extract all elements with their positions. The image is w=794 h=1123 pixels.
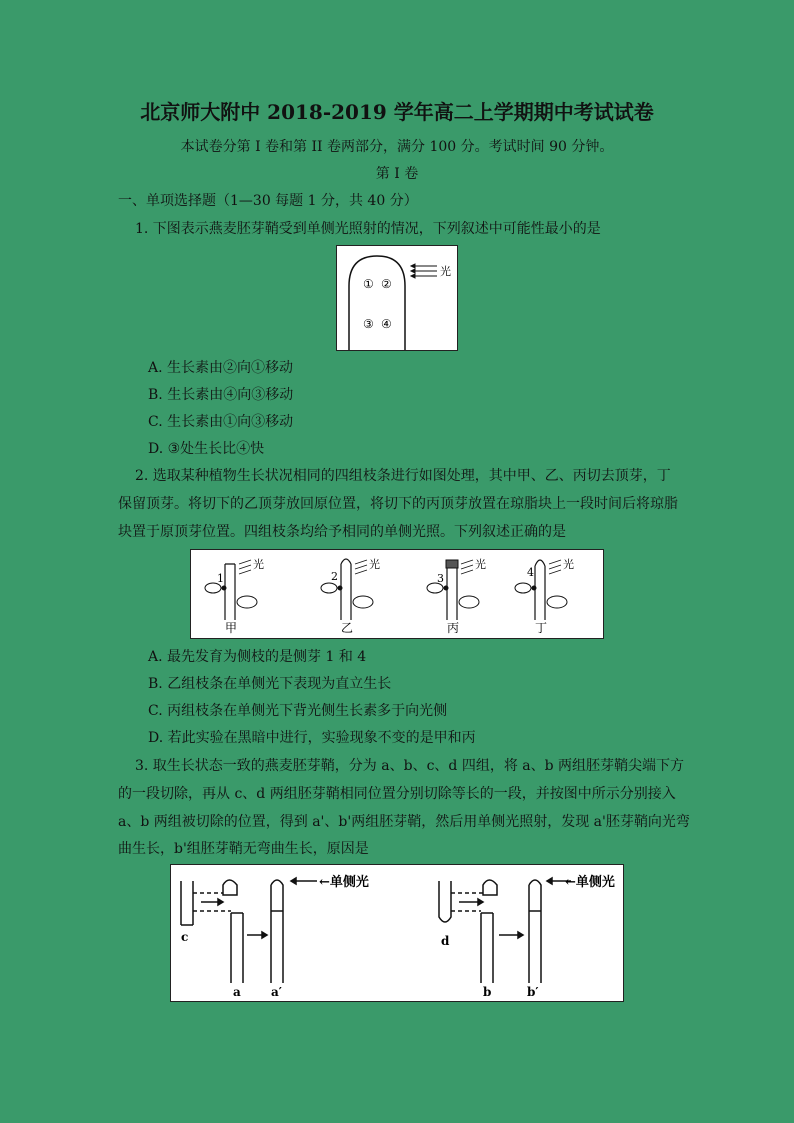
- plant-group-bing: [427, 557, 486, 635]
- q1-stem: 1. 下图表示燕麦胚芽鞘受到单侧光照射的情况，下列叙述中可能性最小的是: [135, 221, 601, 237]
- light-label-left: ←单侧光: [319, 875, 369, 890]
- q2-option-d: D. 若此实验在黑暗中进行，实验现象不变的是甲和丙: [148, 730, 476, 746]
- group-label-bing: 丙: [447, 621, 460, 635]
- q1-option-a: A. 生长素由②向①移动: [148, 360, 294, 376]
- q1-option-b: B. 生长素由④向③移动: [148, 387, 294, 403]
- q3-stem-line-2: 的一段切除，再从 c、d 两组胚芽鞘相同位置分别切除等长的一段，并按图中所示分别接入: [118, 786, 676, 802]
- group-label-ding: 丁: [535, 621, 548, 635]
- light-label-yi: 光: [369, 558, 380, 571]
- q3-figure: [170, 864, 624, 1002]
- page-title: 北京师大附中 2018-2019 学年高二上学期期中考试试卷: [140, 100, 654, 124]
- agar-block-icon: [446, 560, 458, 568]
- label-a-prime: a′: [271, 985, 282, 999]
- plant-group-ding: [515, 557, 574, 635]
- q1-option-d: D. ③处生长比④快: [148, 441, 265, 457]
- plant-group-yi: [321, 557, 380, 635]
- region-label-1: ①: [363, 277, 374, 291]
- part-label: 第 I 卷: [375, 166, 419, 182]
- region-label-2: ②: [381, 277, 392, 291]
- q2-stem-line-2: 保留顶芽。将切下的乙顶芽放回原位置，将切下的丙顶芽放置在琼脂块上一段时间后将琼脂: [118, 496, 678, 512]
- section-heading: 一、单项选择题（1—30 每题 1 分，共 40 分）: [118, 193, 418, 209]
- plant-group-jia: [205, 557, 264, 635]
- region-label-3: ③: [363, 317, 374, 331]
- light-label-bing: 光: [475, 558, 486, 571]
- label-b: b: [483, 985, 492, 999]
- light-arrows-icon: [411, 264, 437, 278]
- group-label-jia: 甲: [225, 621, 238, 635]
- q2-figure: [190, 549, 604, 639]
- label-a: a: [233, 985, 241, 999]
- bud-number-3: 3: [437, 572, 444, 585]
- q3-stem-line-1: 3. 取生长状态一致的燕麦胚芽鞘，分为 a、b、c、d 四组，将 a、b 两组胚芽鞘尖端下方: [135, 758, 685, 774]
- coleoptile-outline: [349, 256, 405, 350]
- experiment-left: [181, 878, 317, 983]
- label-b-prime: b′: [527, 985, 539, 999]
- q3-stem-line-4: 曲生长，b'组胚芽鞘无弯曲生长，原因是: [118, 841, 369, 857]
- light-label-jia: 光: [253, 558, 264, 571]
- exam-intro: 本试卷分第 I 卷和第 II 卷两部分，满分 100 分。考试时间 90 分钟。: [180, 139, 614, 155]
- bud-number-1: 1: [217, 572, 224, 585]
- q1-option-c: C. 生长素由①向③移动: [148, 414, 294, 430]
- q2-stem-line-1: 2. 选取某种植物生长状况相同的四组枝条进行如图处理，其中甲、乙、丙切去顶芽，丁: [135, 468, 671, 484]
- light-label-ding: 光: [563, 558, 574, 571]
- light-label-right: ←单侧光: [565, 875, 615, 890]
- group-label-yi: 乙: [341, 621, 354, 635]
- q2-option-b: B. 乙组枝条在单侧光下表现为直立生长: [148, 676, 392, 692]
- bud-number-2: 2: [331, 570, 338, 583]
- q2-option-a: A. 最先发育为侧枝的是侧芽 1 和 4: [148, 649, 367, 665]
- q2-option-c: C. 丙组枝条在单侧光下背光侧生长素多于向光侧: [148, 703, 448, 719]
- q1-figure: [336, 245, 458, 351]
- label-c: c: [181, 930, 189, 944]
- q2-stem-line-3: 块置于原顶芽位置。四组枝条均给予相同的单侧光照。下列叙述正确的是: [118, 524, 566, 540]
- bud-number-4: 4: [527, 566, 534, 579]
- light-label: 光: [440, 265, 451, 278]
- experiment-right: [439, 878, 571, 983]
- q3-stem-line-3: a、b 两组被切除的位置，得到 a'、b'两组胚芽鞘，然后用单侧光照射，发现 a'胚芽鞘向光弯: [118, 814, 690, 830]
- region-label-4: ④: [381, 317, 392, 331]
- label-d: d: [441, 934, 450, 948]
